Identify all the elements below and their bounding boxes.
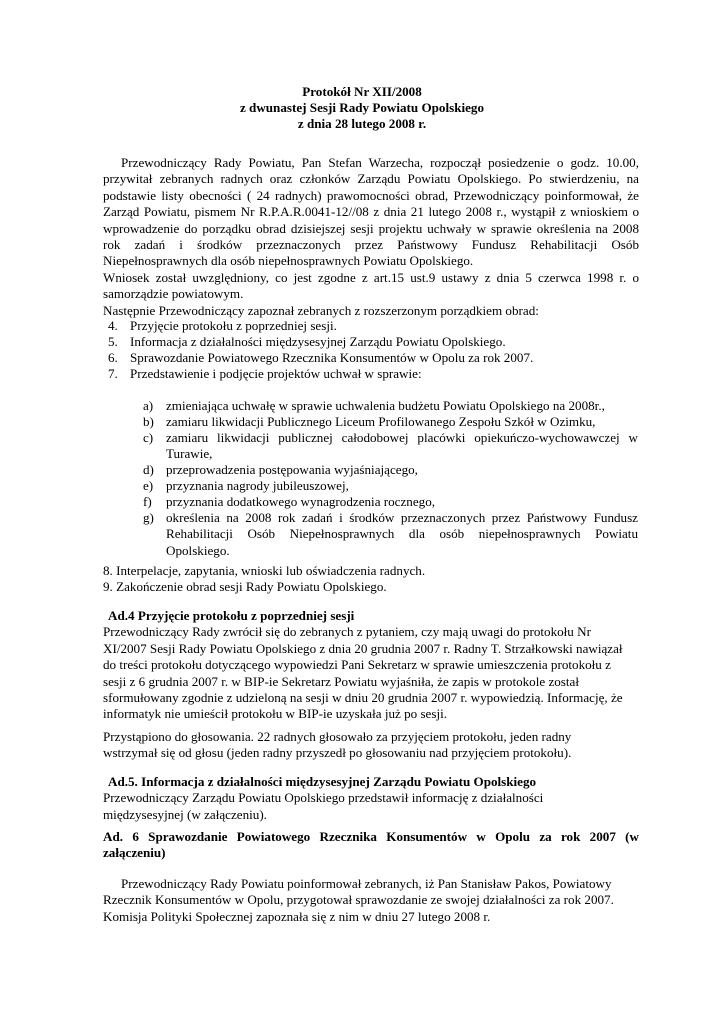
protocol-title: Protokół Nr XII/2008 [302, 84, 422, 99]
agenda-item: Informacja z działalności międzysesyjnej Zarządu Powiatu Opolskiego. [130, 334, 506, 349]
subitem-text: przyznania nagrody jubileuszowej, [166, 478, 349, 493]
wniosek-line: samorządzie powiatowym. [103, 286, 244, 302]
section-ad6 [103, 829, 639, 862]
agenda-item: Sprawozdanie Powiatowego Rzecznika Konsumentów w Opolu za rok 2007. [130, 350, 534, 365]
section-line: Przewodniczący Rady zwrócił się do zebranych z pytaniem, czy mają uwagi do protokołu Nr [103, 624, 591, 640]
section-line: międzysesyjnej (w załączeniu). [103, 806, 267, 822]
subitem-text: Opolskiego. [166, 542, 230, 558]
session-date: z dnia 28 lutego 2008 r. [297, 116, 427, 131]
agenda-item: Przyjęcie protokołu z poprzedniej sesji. [130, 318, 337, 333]
subitem-letter: a) [143, 398, 154, 413]
subitem-text: zmieniająca uchwałę w sprawie uchwalenia budżetu Powiatu Opolskiego na 2008r., [166, 398, 605, 413]
wniosek-line: Wniosek został uwzględniony, co jest zgodne z art.15 ust.9 ustawy z dnia 5 czerwca 1998 r. o [103, 269, 639, 285]
section-line: Komisja Polityki Społecznej zapoznała się z nim w dniu 27 lutego 2008 r. [103, 908, 491, 924]
agenda-item: 9. Zakończenie obrad sesji Rady Powiatu Opolskiego. [103, 579, 387, 595]
agenda-number: 6. [108, 350, 118, 365]
subitem-letter: e) [143, 478, 154, 493]
nastepnie-line: Następnie Przewodniczący zapoznał zebranych z rozszerzonym porządkiem obrad: [103, 302, 539, 318]
intro-line: Przewodniczący Rady Powiatu, Pan Stefan Warzecha, rozpoczął posiedzenie o godz. 10.00, [121, 155, 639, 170]
intro-line: przywitał zebranych radnych oraz członków Zarządu Powiatu Opolskiego. Po stwierdzeniu, na [103, 171, 639, 187]
subitem-letter: g) [143, 510, 154, 525]
subitem-text: przyznania dodatkowego wynagrodzenia rocznego, [166, 494, 436, 509]
subitem-text: przeprowadzenia postępowania wyjaśniającego, [166, 462, 418, 477]
subitem-letter: f) [143, 494, 152, 509]
intro-line: wprowadzenie do porządku obrad dzisiejszej sesji projektu uchwały w sprawie określenia na 2008 [103, 220, 639, 236]
intro-line: podstawie listy obecności ( 24 radnych) prawomocności obrad, Przewodniczący poinformował, że [103, 187, 639, 203]
subitem-text: Rehabilitacji Osób Niepełnosprawnych dla osób niepełnosprawnych Powiatu [166, 526, 638, 542]
agenda-number: 5. [108, 334, 118, 349]
subitem-letter: c) [143, 430, 154, 445]
agenda-number: 7. [108, 366, 118, 381]
intro-paragraph [103, 155, 639, 319]
section-heading: załączeniu) [103, 845, 166, 861]
intro-line: Niepełnosprawnych dla osób niepełnosprawnych Powiatu Opolskiego. [103, 253, 474, 269]
agenda-end [103, 563, 639, 596]
subitem-text-block [166, 430, 638, 463]
subitem-text: Turawie, [166, 446, 213, 462]
section-ad6-body [103, 876, 663, 925]
intro-line: rok zadań i środków przeznaczonych przez Państwowy Fundusz Rehabilitacji Osób [103, 237, 639, 253]
section-line: sformułowany zgodnie z udzieloną na sesji w dniu 20 grudnia 2007 r. wypowiedzią. Informację, że [103, 690, 623, 706]
section-line: Rzecznik Konsumentów w Opolu, przygotował sprawozdanie ze swojej działalności za rok 2007. [103, 892, 614, 908]
section-ad5 [103, 774, 639, 823]
subitem-text: określenia na 2008 rok zadań i środków przeznaczonych przez Państwowy Fundusz [166, 510, 638, 525]
section-line: XI/2007 Sesji Rady Powiatu Opolskiego z dnia 20 grudnia 2007 r. Radny T. Strzałkowski nawiązał [103, 640, 623, 656]
session-subtitle: z dwunastej Sesji Rady Powiatu Opolskiego [239, 100, 485, 115]
section-line: Przewodniczący Rady Powiatu poinformował zebranych, iż Pan Stanisław Pakos, Powiatowy [121, 876, 612, 891]
section-heading: Ad. 6 Sprawozdanie Powiatowego Rzecznika Konsumentów w Opolu za rok 2007 (w [103, 829, 639, 844]
section-line: informatyk nie umieścił protokołu w BIP-ie uzyskała już po sesji. [103, 706, 448, 722]
subitem-text-block [166, 510, 638, 559]
subitem-letter: d) [143, 462, 154, 477]
intro-line: Zarząd Powiatu, pismem Nr R.P.A.R.0041-12//08 z dnia 21 lutego 2008 r., wystąpił z wnioskiem o [103, 204, 639, 220]
agenda-number: 4. [108, 318, 118, 333]
subitem-text: zamiaru likwidacji Publicznego Liceum Profilowanego Zespołu Szkół w Ozimku, [166, 414, 596, 429]
section-ad4 [103, 608, 639, 762]
section-line: wstrzymał się od głosu (jeden radny przyszedł po głosowaniu nad przyjęciem protokołu). [103, 745, 572, 761]
section-heading: Ad.4 Przyjęcie protokołu z poprzedniej sesji [108, 608, 355, 623]
section-line: do treści protokołu dotyczącego wypowiedzi Pani Sekretarz w sprawie umieszczenia protokołu z [103, 657, 611, 673]
section-line: sesji z 6 grudnia 2007 r. w BIP-ie Sekretarz Powiatu wyjaśniła, że zapis w protokole został [103, 673, 579, 689]
subitem-text: zamiaru likwidacji publicznej całodobowej placówki opiekuńczo-wychowawczej w [166, 430, 638, 445]
agenda-item: 8. Interpelacje, zapytania, wnioski lub oświadczenia radnych. [103, 563, 426, 578]
agenda-item: Przedstawienie i podjęcie projektów uchwał w sprawie: [130, 366, 422, 381]
section-heading: Ad.5. Informacja z działalności międzysesyjnej Zarządu Powiatu Opolskiego [108, 774, 537, 789]
section-line: Przewodniczący Zarządu Powiatu Opolskiego przedstawił informację z działalności [103, 790, 544, 806]
subitem-letter: b) [143, 414, 154, 429]
section-line: Przystąpiono do głosowania. 22 radnych głosowało za przyjęciem protokołu, jeden radny [103, 728, 572, 744]
